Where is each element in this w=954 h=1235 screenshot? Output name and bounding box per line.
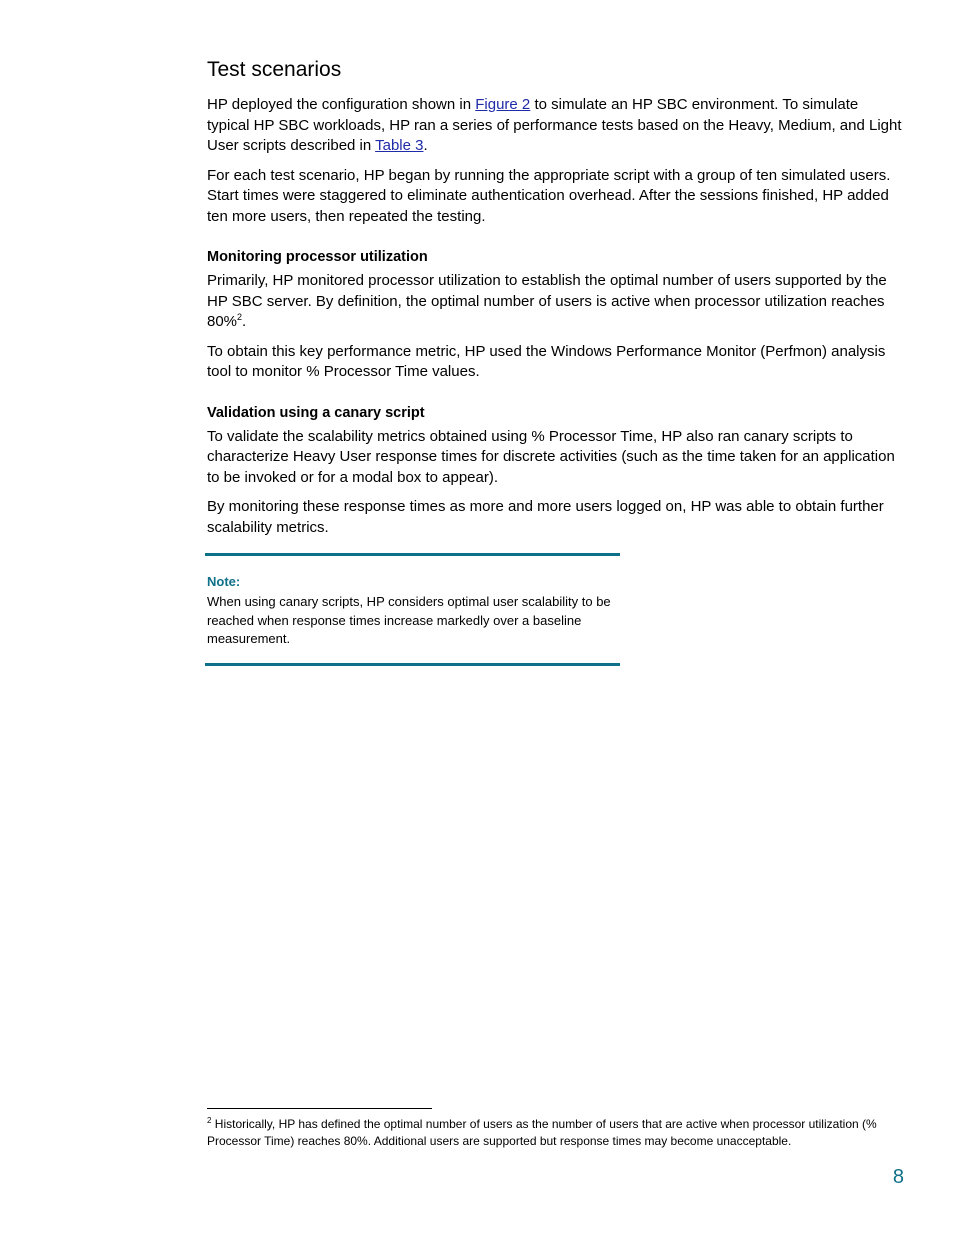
paragraph-deployment	[207, 95, 902, 157]
section-title: Test scenarios	[207, 58, 342, 81]
footnote-divider	[207, 1108, 432, 1109]
note-body: When using canary scripts, HP considers optimal user scalability to be reached when response times increase markedly over a baseline measurement.	[207, 594, 611, 646]
footnote-ref[interactable]: 2	[237, 312, 243, 322]
heading-validation: Validation using a canary script	[207, 404, 425, 421]
table-3-link[interactable]: Table 3	[375, 137, 424, 154]
text-span: HP deployed the configuration shown in	[207, 96, 476, 113]
paragraph-test-scenario: For each test scenario, HP began by running the appropriate script with a group of ten simulated users. Start times were staggered to eliminate authentication overhead. After the sessions finished, HP added ten more users, then repeated the testing.	[207, 166, 891, 225]
footnote	[207, 1116, 902, 1150]
text-span: Primarily, HP monitored processor utilization to establish the optimal number of users supported by the HP SBC server. By definition, the optimal number of users is active when processor utilization reaches 80%	[207, 272, 887, 330]
text-span: .	[242, 313, 247, 330]
heading-monitoring: Monitoring processor utilization	[207, 249, 428, 265]
main-content	[207, 56, 902, 547]
note-box	[205, 553, 620, 666]
text-span: .	[423, 137, 428, 154]
paragraph-canary: To validate the scalability metrics obtained using % Processor Time, HP also ran canary scripts to characterize Heavy User response times for discrete activities (such as the time taken for an application to be invoked or for a modal box to appear).	[207, 427, 895, 486]
paragraph-response-times: By monitoring these response times as more and more users logged on, HP was able to obtain further scalability metrics.	[207, 498, 884, 536]
paragraph-perfmon: To obtain this key performance metric, HP used the Windows Performance Monitor (Perfmon) analysis tool to monitor % Processor Time values.	[207, 342, 886, 380]
note-title: Note:	[207, 574, 241, 589]
footnote-text: Historically, HP has defined the optimal number of users as the number of users that are active when processor utilization (% Processor Time) reaches 80%. Additional users are supported but response times may become unacceptable.	[207, 1117, 877, 1148]
page-number: 8	[892, 1166, 904, 1188]
paragraph-monitoring	[207, 271, 902, 333]
footnote-number: 2	[207, 1116, 212, 1125]
figure-2-link[interactable]: Figure 2	[475, 96, 531, 113]
text-span: to simulate an HP SBC environment. To simulate typical HP SBC workloads, HP ran a series of performance tests based on the Heavy, Medium, and Light User scripts described in	[207, 96, 902, 154]
